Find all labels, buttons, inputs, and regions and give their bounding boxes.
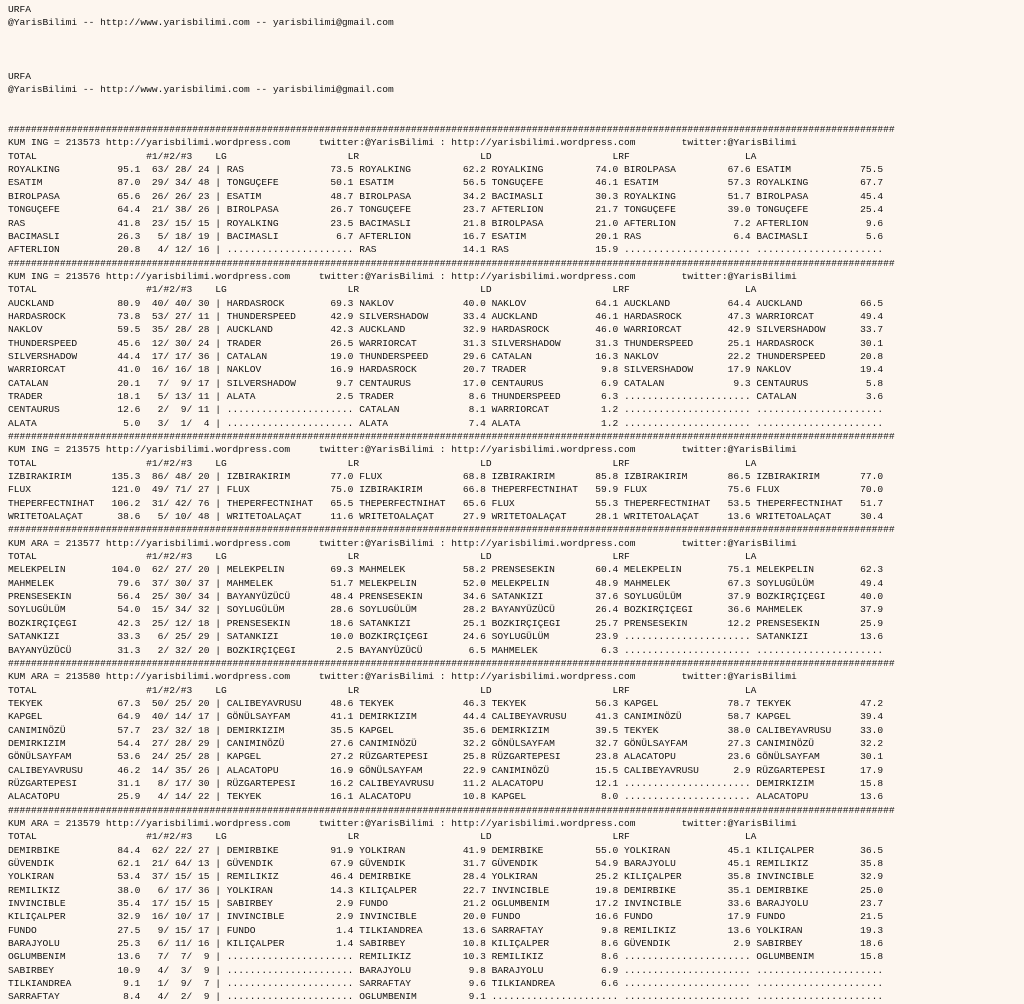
result-row: BOZKIRÇIÇEGI 42.3 25/ 12/ 18 | PRENSESEKIN 18.6 SATANKIZI 25.1 BOZKIRÇIÇEGI 25.7 PRENSESEKIN 12.2 PRENSESEKIN 25.9 bbox=[8, 617, 884, 629]
result-row: SATANKIZI 33.3 6/ 25/ 29 | SATANKIZI 10.0 BOZKIRÇIÇEGI 24.6 SOYLUGÜLÜM 23.9 ...................... SATANKIZI 13.6 bbox=[8, 631, 884, 643]
result-row: GÜVENDIK 62.1 21/ 64/ 13 | GÜVENDIK 67.9 GÜVENDIK 31.7 GÜVENDIK 54.9 BARAJYOLU 45.1 REMILIKIZ 35.8 bbox=[8, 858, 884, 869]
race-header: KUM ING = 213576 http://yarisbilimi.wordpress.com twitter:@YarisBilimi : http://yarisbilimi.wordpress.com twitter:@YarisBilimi bbox=[8, 270, 797, 282]
separator-line: ########################################################################################################################################################## bbox=[8, 124, 895, 136]
column-header: TOTAL #1/#2/#3 LG LR LD LRF LA bbox=[8, 551, 757, 563]
document-title: URFA bbox=[8, 4, 32, 15]
result-row: BACIMASLI 26.3 5/ 18/ 19 | BACIMASLI 6.7 AFTERLION 16.7 ESATIM 20.1 RAS 6.4 BACIMASLI 5.6 bbox=[8, 230, 884, 242]
result-row: FUNDO 27.5 9/ 15/ 17 | FUNDO 1.4 TILKIANDREA 13.6 SARRAFTAY 9.8 REMILIKIZ 13.6 YOLKIRAN 19.3 bbox=[8, 924, 884, 936]
result-row: THEPERFECTNIHAT 106.2 31/ 42/ 76 | THEPERFECTNIHAT 65.5 THEPERFECTNIHAT 65.6 FLUX 55.3 THEPERFECTNIHAT 53.5 THEPERFECTNIHAT 51.7 bbox=[8, 497, 884, 509]
result-row: DEMIRKIZIM 54.4 27/ 28/ 29 | CANIMINÖZÜ 27.6 CANIMINÖZÜ 32.2 GÖNÜLSAYFAM 32.7 GÖNÜLSAYFAM 27.3 CANIMINÖZÜ 32.2 bbox=[8, 737, 884, 749]
result-row: SILVERSHADOW 44.4 17/ 17/ 36 | CATALAN 19.0 THUNDERSPEED 29.6 CATALAN 16.3 NAKLOV 22.2 THUNDERSPEED 20.8 bbox=[8, 350, 884, 362]
result-row: IZBIRAKIRIM 135.3 86/ 48/ 20 | IZBIRAKIRIM 77.0 FLUX 68.8 IZBIRAKIRIM 85.8 IZBIRAKIRIM 86.5 IZBIRAKIRIM 77.0 bbox=[8, 471, 884, 483]
result-row: ESATIM 87.0 29/ 34/ 48 | TONGUÇEFE 50.1 ESATIM 56.5 TONGUÇEFE 46.1 ESATIM 57.3 ROYALKING 67.7 bbox=[8, 177, 884, 189]
result-row: KILIÇALPER 32.9 16/ 10/ 17 | INVINCIBLE 2.9 INVINCIBLE 20.0 FUNDO 16.6 FUNDO 17.9 FUNDO 21.5 bbox=[8, 911, 884, 923]
result-row: MELEKPELIN 104.0 62/ 27/ 20 | MELEKPELIN 69.3 MAHMELEK 58.2 PRENSESEKIN 60.4 MELEKPELIN 75.1 MELEKPELIN 62.3 bbox=[8, 564, 884, 576]
column-header: TOTAL #1/#2/#3 LG LR LD LRF LA bbox=[8, 284, 757, 296]
column-header: TOTAL #1/#2/#3 LG LR LD LRF LA bbox=[8, 684, 757, 696]
race-header: KUM ING = 213575 http://yarisbilimi.wordpress.com twitter:@YarisBilimi : http://yarisbilimi.wordpress.com twitter:@YarisBilimi bbox=[8, 444, 797, 456]
separator-line: ########################################################################################################################################################## bbox=[8, 804, 895, 816]
result-row: BARAJYOLU 25.3 6/ 11/ 16 | KILIÇALPER 1.4 SABIRBEY 10.8 KILIÇALPER 8.6 GÜVENDIK 2.9 SABIRBEY 18.6 bbox=[8, 938, 884, 950]
result-row: OGLUMBENIM 13.6 7/ 7/ 9 | ...................... REMILIKIZ 10.3 REMILIKIZ 8.6 ...................... OGLUMBENIM 15.8 bbox=[8, 951, 884, 963]
result-row: THUNDERSPEED 45.6 12/ 30/ 24 | TRADER 26.5 WARRIORCAT 31.3 SILVERSHADOW 31.3 THUNDERSPEED 25.1 HARDASROCK 30.1 bbox=[8, 337, 884, 349]
blank-line bbox=[8, 96, 1024, 109]
result-row: DEMIRBIKE 84.4 62/ 22/ 27 | DEMIRBIKE 91.9 YOLKIRAN 41.9 DEMIRBIKE 55.0 YOLKIRAN 45.1 KILIÇALPER 36.5 bbox=[8, 844, 884, 856]
result-row: MAHMELEK 79.6 37/ 30/ 37 | MAHMELEK 51.7 MELEKPELIN 52.0 MELEKPELIN 48.9 MAHMELEK 67.3 SOYLUGÜLÜM 49.4 bbox=[8, 577, 884, 589]
result-row: CALIBEYAVRUSU 46.2 14/ 35/ 26 | ALACATOPU 16.9 GÖNÜLSAYFAM 22.9 CANIMINÖZÜ 15.5 CALIBEYAVRUSU 2.9 RÜZGARTEPESI 17.9 bbox=[8, 764, 884, 776]
result-row: RÜZGARTEPESI 31.1 8/ 17/ 30 | RÜZGARTEPESI 16.2 CALIBEYAVRUSU 11.2 ALACATOPU 12.1 ...................... DEMIRKIZIM 15.8 bbox=[8, 777, 884, 789]
result-row: REMILIKIZ 38.0 6/ 17/ 36 | YOLKIRAN 14.3 KILIÇALPER 22.7 INVINCIBLE 19.8 DEMIRBIKE 35.1 DEMIRBIKE 25.0 bbox=[8, 884, 884, 896]
result-row: ALACATOPU 25.9 4/ 14/ 22 | TEKYEK 16.1 ALACATOPU 10.8 KAPGEL 8.0 ...................... ALACATOPU 13.6 bbox=[8, 791, 884, 803]
result-row: BIROLPASA 65.6 26/ 26/ 23 | ESATIM 48.7 BIROLPASA 34.2 BACIMASLI 30.3 ROYALKING 51.7 BIROLPASA 45.4 bbox=[8, 190, 884, 202]
column-header: TOTAL #1/#2/#3 LG LR LD LRF LA bbox=[8, 457, 757, 469]
race-header: KUM ARA = 213580 http://yarisbilimi.wordpress.com twitter:@YarisBilimi : http://yarisbilimi.wordpress.com twitter:@YarisBilimi bbox=[8, 671, 797, 683]
result-row: SARRAFTAY 8.4 4/ 2/ 9 | ...................... OGLUMBENIM 9.1 ...................... ...................... ...................... bbox=[8, 991, 884, 1003]
result-row: AFTERLION 20.8 4/ 12/ 16 | ...................... RAS 14.1 RAS 15.9 ...................... ...................... bbox=[8, 244, 884, 256]
blank-line bbox=[8, 30, 1024, 43]
result-row: YOLKIRAN 53.4 37/ 15/ 15 | REMILIKIZ 46.4 DEMIRBIKE 28.4 YOLKIRAN 25.2 KILIÇALPER 35.8 INVINCIBLE 32.9 bbox=[8, 871, 884, 883]
result-row: CENTAURUS 12.6 2/ 9/ 11 | ...................... CATALAN 8.1 WARRIORCAT 1.2 ...................... ...................... bbox=[8, 404, 884, 416]
contact-line: @YarisBilimi -- http://www.yarisbilimi.com -- yarisbilimi@gmail.com bbox=[8, 17, 394, 29]
result-row: SABIRBEY 10.9 4/ 3/ 9 | ...................... BARAJYOLU 9.8 BARAJYOLU 6.9 ...................... ...................... bbox=[8, 964, 884, 976]
result-row: WRITETOALAÇAT 38.6 5/ 10/ 48 | WRITETOALAÇAT 11.6 WRITETOALAÇAT 27.9 WRITETOALAÇAT 28.1 WRITETOALAÇAT 13.6 WRITETOALAÇAT 30.4 bbox=[8, 511, 884, 523]
result-row: ROYALKING 95.1 63/ 28/ 24 | RAS 73.5 ROYALKING 62.2 ROYALKING 74.0 BIROLPASA 67.6 ESATIM 75.5 bbox=[8, 164, 884, 176]
result-row: TEKYEK 67.3 50/ 25/ 20 | CALIBEYAVRUSU 48.6 TEKYEK 46.3 TEKYEK 56.3 KAPGEL 78.7 TEKYEK 47.2 bbox=[8, 697, 884, 709]
result-row: GÖNÜLSAYFAM 53.6 24/ 25/ 28 | KAPGEL 27.2 RÜZGARTEPESI 25.8 RÜZGARTEPESI 23.8 ALACATOPU 23.6 GÖNÜLSAYFAM 30.1 bbox=[8, 751, 884, 763]
blank-line bbox=[8, 110, 1024, 123]
separator-line: ########################################################################################################################################################## bbox=[8, 431, 895, 442]
result-row: NAKLOV 59.5 35/ 28/ 28 | AUCKLAND 42.3 AUCKLAND 32.9 HARDASROCK 46.0 WARRIORCAT 42.9 SILVERSHADOW 33.7 bbox=[8, 324, 884, 336]
blank-line bbox=[8, 56, 1024, 69]
result-row: PRENSESEKIN 56.4 25/ 30/ 34 | BAYANYÜZÜCÜ 48.4 PRENSESEKIN 34.6 SATANKIZI 37.6 SOYLUGÜLÜM 37.9 BOZKIRÇIÇEGI 40.0 bbox=[8, 591, 884, 603]
result-row: TILKIANDREA 9.1 1/ 9/ 7 | ...................... SARRAFTAY 9.6 TILKIANDREA 6.6 ...................... ...................... bbox=[8, 978, 884, 990]
contact-line: @YarisBilimi -- http://www.yarisbilimi.com -- yarisbilimi@gmail.com bbox=[8, 84, 394, 96]
result-row: AUCKLAND 80.9 40/ 40/ 30 | HARDASROCK 69.3 NAKLOV 40.0 NAKLOV 64.1 AUCKLAND 64.4 AUCKLAND 66.5 bbox=[8, 297, 884, 309]
column-header: TOTAL #1/#2/#3 LG LR LD LRF LA bbox=[8, 831, 757, 843]
result-row: INVINCIBLE 35.4 17/ 15/ 15 | SABIRBEY 2.9 FUNDO 21.2 OGLUMBENIM 17.2 INVINCIBLE 33.6 BARAJYOLU 23.7 bbox=[8, 898, 884, 910]
result-row: KAPGEL 64.9 40/ 14/ 17 | GÖNÜLSAYFAM 41.1 DEMIRKIZIM 44.4 CALIBEYAVRUSU 41.3 CANIMINÖZÜ 58.7 KAPGEL 39.4 bbox=[8, 711, 884, 723]
result-row: WARRIORCAT 41.0 16/ 16/ 18 | NAKLOV 16.9 HARDASROCK 20.7 TRADER 9.8 SILVERSHADOW 17.9 NAKLOV 19.4 bbox=[8, 364, 884, 376]
result-row: CATALAN 20.1 7/ 9/ 17 | SILVERSHADOW 9.7 CENTAURUS 17.0 CENTAURUS 6.9 CATALAN 9.3 CENTAURUS 5.8 bbox=[8, 377, 884, 389]
race-header: KUM ARA = 213579 http://yarisbilimi.wordpress.com twitter:@YarisBilimi : http://yarisbilimi.wordpress.com twitter:@YarisBilimi bbox=[8, 817, 797, 829]
separator-line: ########################################################################################################################################################## bbox=[8, 657, 895, 669]
column-header: TOTAL #1/#2/#3 LG LR LD LRF LA bbox=[8, 150, 757, 162]
result-row: HARDASROCK 73.8 53/ 27/ 11 | THUNDERSPEED 42.9 SILVERSHADOW 33.4 AUCKLAND 46.1 HARDASROCK 47.3 WARRIORCAT 49.4 bbox=[8, 310, 884, 322]
result-row: SOYLUGÜLÜM 54.0 15/ 34/ 32 | SOYLUGÜLÜM 28.6 SOYLUGÜLÜM 28.2 BAYANYÜZÜCÜ 26.4 BOZKIRÇIÇEGI 36.6 MAHMELEK 37.9 bbox=[8, 604, 884, 616]
result-row: FLUX 121.0 49/ 71/ 27 | FLUX 75.0 IZBIRAKIRIM 66.8 THEPERFECTNIHAT 59.9 FLUX 75.6 FLUX 70.0 bbox=[8, 484, 884, 496]
result-row: CANIMINÖZÜ 57.7 23/ 32/ 18 | DEMIRKIZIM 35.5 KAPGEL 35.6 DEMIRKIZIM 39.5 TEKYEK 38.0 CALIBEYAVRUSU 33.0 bbox=[8, 724, 884, 736]
blank-line bbox=[8, 43, 1024, 56]
result-row: RAS 41.8 23/ 15/ 15 | ROYALKING 23.5 BACIMASLI 21.8 BIROLPASA 21.0 AFTERLION 7.2 AFTERLION 9.6 bbox=[8, 217, 884, 229]
separator-line: ########################################################################################################################################################## bbox=[8, 257, 895, 269]
result-row: TRADER 18.1 5/ 13/ 11 | ALATA 2.5 TRADER 8.6 THUNDERSPEED 6.3 ...................... CATALAN 3.6 bbox=[8, 390, 884, 402]
race-header: KUM ARA = 213577 http://yarisbilimi.wordpress.com twitter:@YarisBilimi : http://yarisbilimi.wordpress.com twitter:@YarisBilimi bbox=[8, 537, 797, 549]
race-header: KUM ING = 213573 http://yarisbilimi.wordpress.com twitter:@YarisBilimi : http://yarisbilimi.wordpress.com twitter:@YarisBilimi bbox=[8, 137, 797, 149]
document-title: URFA bbox=[8, 70, 32, 82]
result-row: ALATA 5.0 3/ 1/ 4 | ...................... ALATA 7.4 ALATA 1.2 ...................... ...................... bbox=[8, 417, 884, 429]
result-row: BAYANYÜZÜCÜ 31.3 2/ 32/ 20 | BOZKIRÇIÇEGI 2.5 BAYANYÜZÜCÜ 6.5 MAHMELEK 6.3 ...................... ...................... bbox=[8, 644, 884, 656]
result-row: TONGUÇEFE 64.4 21/ 38/ 26 | BIROLPASA 26.7 TONGUÇEFE 23.7 AFTERLION 21.7 TONGUÇEFE 39.0 TONGUÇEFE 25.4 bbox=[8, 204, 884, 216]
separator-line: ########################################################################################################################################################## bbox=[8, 524, 895, 536]
